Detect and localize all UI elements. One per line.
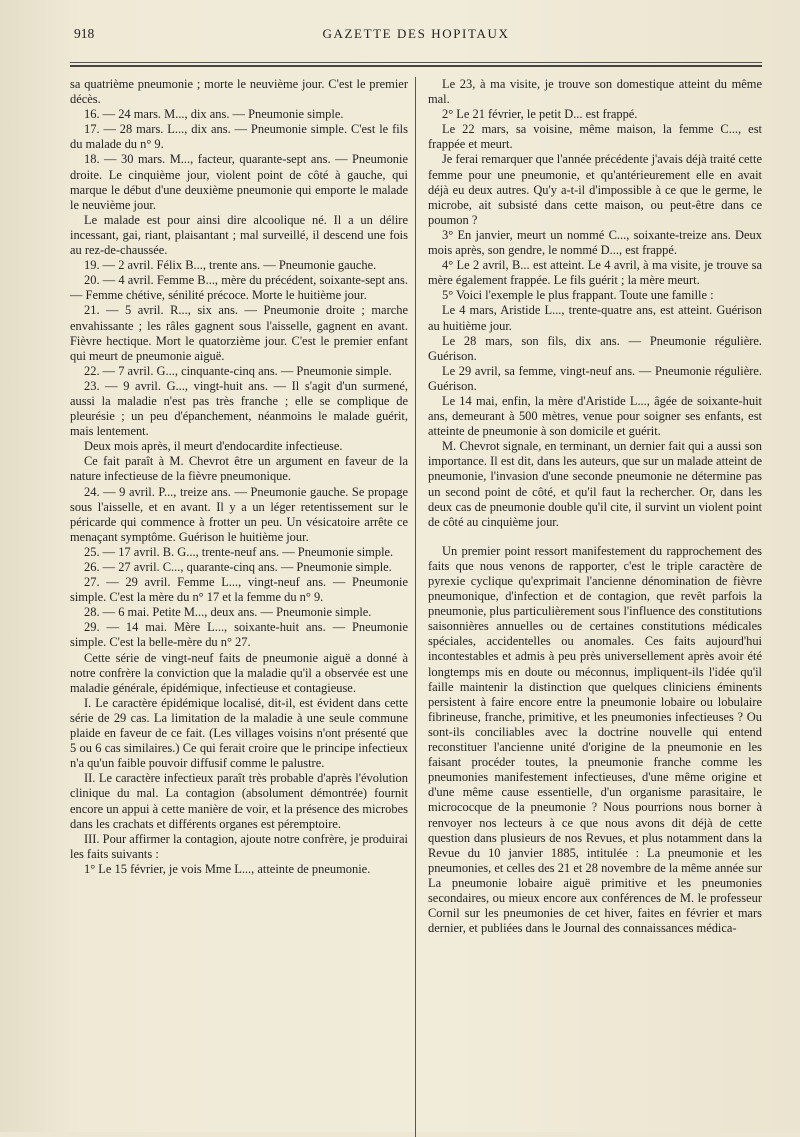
- paragraph: M. Chevrot signale, en terminant, un dernier fait qui a aussi son importance. Il est dit, dans les auteurs, que sur un malade atteint de pneumonie, l'invasion d'une seconde pneumonie ne détermine pas un second point de côté, et qu'il faut la rechercher. Or, dans les deux cas de pneumonie double qu'il cite, il survint un violent point de côté au cinquième jour.: [427, 439, 762, 529]
- paragraph: Le 14 mai, enfin, la mère d'Aristide L..., âgée de soixante-huit ans, demeurant à 500 mètres, venue pour soigner ses enfants, est atteinte de pneumonie à son domicile et guérit.: [427, 393, 762, 439]
- paragraph: Cette série de vingt-neuf faits de pneumonie aiguë a donné à notre confrère la conviction que la maladie qu'il a observée est une maladie générale, épidémique, infectieuse et contagieuse.: [70, 650, 408, 695]
- paragraph: Le 29 avril, sa femme, vingt-neuf ans. — Pneumonie régulière. Guérison.: [427, 363, 762, 393]
- header-rule: [70, 62, 762, 63]
- paragraph: 23. — 9 avril. G..., vingt-huit ans. — Il s'agit d'un surmené, aussi la maladie n'est pas très franche ; elle se complique de pleurésie ; un peu d'épanchement, néanmoins le malade guérit, mais lentement.: [70, 378, 408, 439]
- paragraph: Je ferai remarquer que l'année précédente j'avais déjà traité cette femme pour une pneumonie, et qu'antérieurement elle en avait déjà eu deux autres. Qu'y a-t-il d'impossible à ce que le germe, le microbe, ait subsisté dans cette maison, ou peut-être dans ce poumon ?: [427, 152, 762, 227]
- paragraph: III. Pour affirmer la contagion, ajoute notre confrère, je produirai les faits suivants :: [70, 831, 408, 861]
- paragraph: Le 4 mars, Aristide L..., trente-quatre ans, est atteint. Guérison au huitième jour.: [427, 303, 762, 333]
- journal-title: GAZETTE DES HOPITAUX: [322, 26, 510, 41]
- paragraph: Le malade est pour ainsi dire alcoolique né. Il a un délire incessant, gai, riant, plaisantant ; mal surveillé, il descend une fois au rez-de-chaussée.: [70, 212, 408, 258]
- header-rule-thick: [70, 65, 762, 67]
- paragraph: 26. — 27 avril. C..., quarante-cinq ans. — Pneumonie simple.: [84, 560, 392, 574]
- paragraph: 22. — 7 avril. G..., cinquante-cinq ans. — Pneumonie simple.: [84, 363, 392, 378]
- paragraph: Deux mois après, il meurt d'endocardite infectieuse.: [84, 439, 343, 454]
- paragraph: 19. — 2 avril. Félix B..., trente ans. — Pneumonie gauche.: [84, 258, 377, 273]
- paragraph: 18. — 30 mars. M..., facteur, quarante-sept ans. — Pneumonie droite. Le cinquième jour, violent point de côté à gauche, qui marque le début d'une deuxième pneumonie qui emporte le malade le neuvième jour.: [70, 152, 408, 212]
- paragraph: 4° Le 2 avril, B... est atteint. Le 4 avril, à ma visite, je trouve sa mère également frappée. Le fils guérit ; la mère meurt.: [427, 258, 762, 288]
- paragraph: 5° Voici l'exemple le plus frappant. Toute une famille :: [441, 288, 714, 303]
- paragraph: 28. — 6 mai. Petite M..., deux ans. — Pneumonie simple.: [84, 605, 372, 620]
- paragraph: 24. — 9 avril. P..., treize ans. — Pneumonie gauche. Se propage sous l'aisselle, et en avant. Il y a un léger retentissement sur le péricarde qui commence à frotter un peu. Un vésicatoire arrête ce menaçant symptôme. Guérison le huitième jour.: [70, 484, 408, 544]
- text-columns: [70, 77, 762, 1137]
- paragraph: 29. — 14 mai. Mère L..., soixante-huit ans. — Pneumonie simple. C'est la belle-mère du n° 27.: [70, 620, 408, 650]
- paragraph: Ce fait paraît à M. Chevrot être un argument en faveur de la nature infectieuse de la fièvre pneumonique.: [70, 454, 408, 484]
- paragraph: 17. — 28 mars. L..., dix ans. — Pneumonie simple. C'est le fils du malade du n° 9.: [70, 122, 408, 152]
- paragraph: 21. — 5 avril. R..., six ans. — Pneumonie droite ; marche envahissante ; les râles gagnent sous l'aisselle, gagnent en avant. Fièvre hectique. Mort le quatorzième jour. C'est le premier enfant qui meurt de pneumonie aiguë.: [70, 303, 408, 363]
- paragraph: I. Le caractère épidémique localisé, dit-il, est évident dans cette série de 29 cas. La limitation de la maladie à une seule commune plaide en faveur de ce fait. (Les villages voisins n'ont présenté que 5 ou 6 cas similaires.) Ce qui ferait croire que le principe infectieux n'a qu'un faible pouvoir diffusif comme le palustre.: [70, 695, 408, 771]
- paragraph: Le 23, à ma visite, je trouve son domestique atteint du même mal.: [427, 77, 762, 107]
- paragraph: Le 22 mars, sa voisine, même maison, la femme C..., est frappée et meurt.: [427, 122, 762, 152]
- paragraph: Le 28 mars, son fils, dix ans. — Pneumonie régulière. Guérison.: [427, 333, 762, 363]
- page-number: 918: [74, 26, 95, 41]
- paragraph: 1° Le 15 février, je vois Mme L..., atteinte de pneumonie.: [84, 861, 371, 876]
- paragraph: sa quatrième pneumonie ; morte le neuvième jour. C'est le premier décès.: [70, 77, 408, 107]
- paragraph: Un premier point ressort manifestement du rapprochement des faits que nous venons de rapporter, c'est le triple caractère de pyrexie cyclique qu'exprimait l'ancienne dénomination de fièvre pneumonique, d'infection et de contagion, que revêt parfois la pneumonie, plus particulièrement sous l'influence des constitutions saisonnières annuelles ou de certaines constitutions médicales spéciales, accidentelles ou anomales. Ces faits aujourd'hui incontestables et admis à peu près universellement après avoir été longtemps mis en doute ou méconnus, impliquent-ils l'idée qu'il faille maintenir la distinction que quelques cliniciens éminents persistent à faire encore entre la pneumonie lobaire ou lobulaire fibrineuse, franche, primitive, et les pneumonies infectieuses ? Ou sont-ils conciliables avec la doctrine nouvelle qui entend reconstituer l'ancienne unité d'origine de la pneumonie en les faisant procéder toutes, la pneumonie franche comme les pneumonies manifestement infectieuses, d'une même origine et d'une même cause essentielle, d'un organisme parasitaire, le micrococque de la pneumonie ? Nous pourrions nous borner à renvoyer nos lecteurs à ce que nous avons dit déjà de cette question dans plusieurs de nos Revues, et plus notamment dans la Revue du 10 janvier 1885, intitulée : La pneumonie et les pneumonies, et celles des 21 et 28 novembre de la même année sur La pneumonie lobaire aiguë primitive et les pneumonies secondaires, ou mieux encore aux conférences de M. le professeur Cornil sur les pneumonies de cet hiver, faites en février et mars dernier, et publiées dans le Journal des connaissances médica-: [427, 543, 762, 936]
- paragraph: 16. — 24 mars. M..., dix ans. — Pneumonie simple.: [84, 107, 344, 122]
- paragraph: II. Le caractère infectieux paraît très probable d'après l'évolution clinique du mal. La contagion (absolument démontrée) fournit encore un appui à cette manière de voir, et la présence des microbes dans les crachats et différents organes est péremptoire.: [70, 771, 408, 831]
- page-header: [70, 20, 762, 42]
- paragraph: 2° Le 21 février, le petit D... est frappé.: [441, 107, 638, 122]
- paragraph: 27. — 29 avril. Femme L..., vingt-neuf ans. — Pneumonie simple. C'est la mère du n° 17 et la femme du n° 9.: [70, 575, 408, 605]
- paragraph: 20. — 4 avril. Femme B..., mère du précédent, soixante-sept ans. — Femme chétive, sénilité précoce. Morte le huitième jour.: [70, 273, 408, 303]
- column-divider: [415, 77, 416, 1137]
- paragraph: 25. — 17 avril. B. G..., trente-neuf ans. — Pneumonie simple.: [84, 544, 394, 559]
- paragraph: 3° En janvier, meurt un nommé C..., soixante-treize ans. Deux mois après, son gendre, le nommé D..., est frappé.: [427, 227, 762, 258]
- left-column: [70, 77, 415, 1137]
- right-column: [420, 77, 762, 1137]
